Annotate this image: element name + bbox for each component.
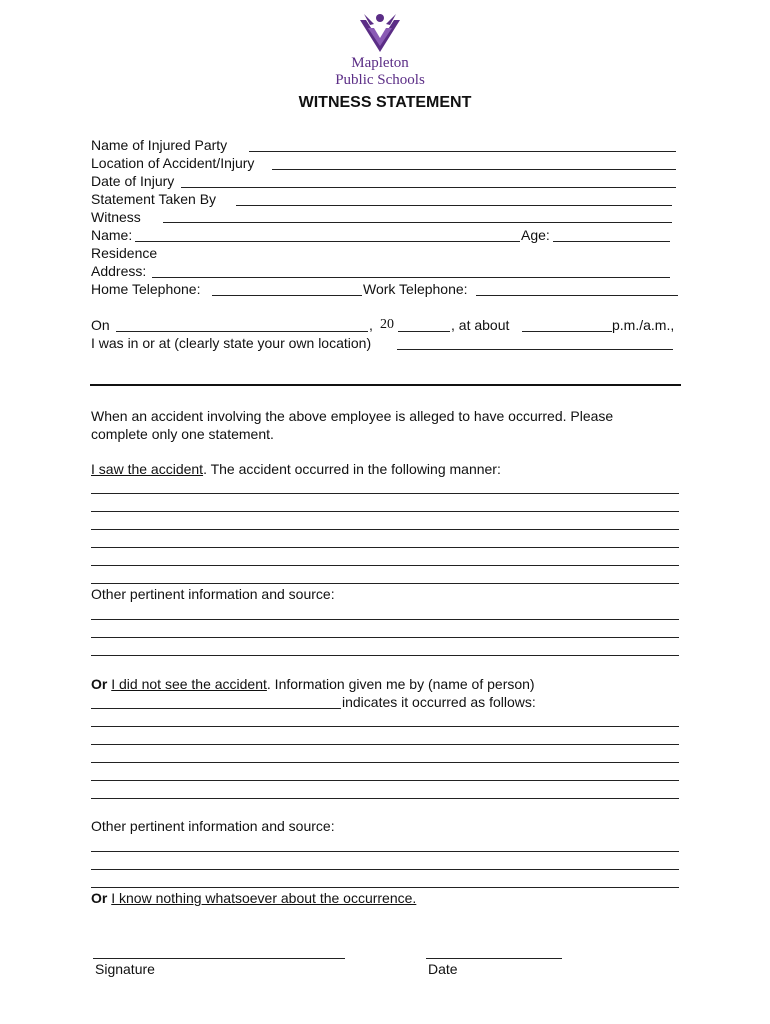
residence-label: Residence [91, 245, 158, 261]
know-nothing-text: I know nothing whatsoever about the occurrence. [111, 890, 417, 906]
saw-accident-rest: . The accident occurred in the following manner: [203, 461, 501, 477]
on-label: On [91, 317, 110, 333]
injured-party-label: Name of Injured Party [91, 137, 228, 153]
logo-line2: Public Schools [335, 72, 425, 88]
location-field[interactable] [272, 169, 676, 170]
not-saw-follows: indicates it occurred as follows: [342, 694, 536, 710]
home-telephone-field[interactable] [212, 295, 362, 296]
own-location-label: I was in or at (clearly state your own location) [91, 335, 372, 351]
saw-line-2[interactable] [91, 511, 679, 512]
date-of-injury-field[interactable] [181, 187, 676, 188]
name-label: Name: [91, 227, 133, 243]
ampm-label: p.m./a.m., [612, 317, 675, 333]
saw-accident-lead: I saw the accident [91, 461, 204, 477]
date-label: Date [428, 961, 458, 977]
not-saw-line-5[interactable] [91, 798, 679, 799]
name-field[interactable] [135, 241, 520, 242]
location-label: Location of Accident/Injury [91, 155, 255, 171]
mapleton-logo-icon [330, 8, 430, 54]
not-saw-other-line-1[interactable] [91, 851, 679, 852]
work-telephone-field[interactable] [476, 295, 678, 296]
age-label: Age: [521, 227, 550, 243]
statement-taken-by-field[interactable] [236, 205, 672, 206]
instructions-line1: When an accident involving the above employee is alleged to have occurred. Please [91, 408, 614, 424]
saw-line-4[interactable] [91, 547, 679, 548]
not-saw-lead: I did not see the accident [111, 676, 267, 692]
not-saw-line-4[interactable] [91, 780, 679, 781]
informant-name-field[interactable] [91, 708, 341, 709]
year-field[interactable] [398, 331, 450, 332]
know-nothing-or: Or [91, 890, 108, 906]
not-saw-line-2[interactable] [91, 744, 679, 745]
address-field[interactable] [152, 277, 670, 278]
time-field[interactable] [522, 331, 612, 332]
not-saw-rest: . Information given me by (name of person) [266, 676, 535, 692]
statement-taken-by-label: Statement Taken By [91, 191, 217, 207]
logo [330, 8, 430, 88]
page-title: WITNESS STATEMENT [298, 94, 472, 111]
saw-other-line-2[interactable] [91, 637, 679, 638]
saw-accident-heading [91, 460, 501, 478]
know-nothing-statement [91, 889, 416, 907]
saw-other-line-3[interactable] [91, 655, 679, 656]
witness-label: Witness [91, 209, 141, 225]
age-field[interactable] [553, 241, 670, 242]
signature-field[interactable] [93, 958, 345, 959]
injured-party-field[interactable] [249, 151, 676, 152]
saw-line-3[interactable] [91, 529, 679, 530]
signature-label: Signature [95, 961, 155, 977]
date-of-injury-label: Date of Injury [91, 173, 175, 189]
logo-line1: Mapleton [351, 55, 409, 71]
instructions-line2: complete only one statement. [91, 426, 274, 442]
witness-field[interactable] [163, 222, 672, 223]
on-date-field[interactable] [116, 331, 368, 332]
year-prefix: 20 [380, 317, 394, 332]
on-comma: , [369, 317, 373, 333]
section-divider [90, 384, 681, 386]
saw-line-5[interactable] [91, 565, 679, 566]
not-saw-line-1[interactable] [91, 726, 679, 727]
not-saw-other-info-label: Other pertinent information and source: [91, 818, 335, 834]
saw-line-6[interactable] [91, 583, 679, 584]
saw-other-line-1[interactable] [91, 619, 679, 620]
not-saw-heading [91, 675, 535, 693]
saw-other-info-label: Other pertinent information and source: [91, 586, 335, 602]
not-saw-line-3[interactable] [91, 762, 679, 763]
not-saw-other-line-3[interactable] [91, 887, 679, 888]
home-telephone-label: Home Telephone: [91, 281, 201, 297]
own-location-field[interactable] [397, 349, 673, 350]
address-label: Address: [91, 263, 147, 279]
not-saw-other-line-2[interactable] [91, 869, 679, 870]
saw-line-1[interactable] [91, 493, 679, 494]
date-field[interactable] [426, 958, 562, 959]
work-telephone-label: Work Telephone: [363, 281, 468, 297]
at-about-label: , at about [451, 317, 510, 333]
not-saw-or: Or [91, 676, 108, 692]
